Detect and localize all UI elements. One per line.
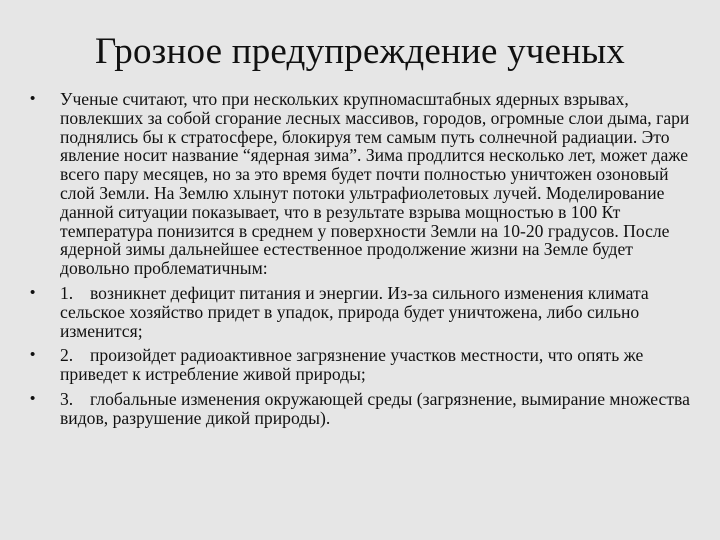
bullet-icon: • — [30, 389, 36, 407]
bullet-icon: • — [30, 346, 36, 364]
bullet-text: произойдет радиоактивное загрязнение участков местности, что опять же приведет к истребление живой природы; — [60, 345, 644, 385]
slide-title: Грозное предупреждение ученых — [95, 31, 625, 72]
item-number: 2. — [60, 345, 74, 366]
bullet-item-3 — [28, 390, 692, 428]
bullet-item-1 — [28, 284, 692, 340]
bullet-text: Ученые считают, что при нескольких крупномасштабных ядерных взрывах, повлекших за собой сгорание лесных массивов, городов, огромные слои дыма, гари поднялись бы к стратосфере, блокируя тем самым путь солнечной радиации. Это явление носит название “ядерная зима”. Зима продлится несколько лет, может даже всего пару месяцев, но за это время будет почти полностью уничтожен озоновый слой Земли. На Землю хлынут потоки ультрафиолетовых лучей. Моделирование данной ситуации показывает, что в результате взрыва мощностью в 100 Кт температура понизится в среднем у поверхности Земли на 10-20 градусов. После ядерной зимы дальнейшее естественное продолжение жизни на Земле будет довольно проблематичным: — [60, 89, 690, 279]
bullet-icon: • — [30, 283, 36, 301]
bullet-icon: • — [30, 90, 36, 107]
bullet-item-intro — [28, 90, 692, 278]
item-number: 3. — [60, 388, 74, 409]
item-number: 1. — [60, 282, 74, 303]
bullet-list — [28, 90, 692, 434]
bullet-item-2 — [28, 346, 692, 384]
bullet-text: возникнет дефицит питания и энергии. Из-за сильного изменения климата сельское хозяйство придет в упадок, природа будет уничтожена, либо сильно изменится; — [60, 282, 649, 341]
bullet-text: глобальные изменения окружающей среды (загрязнение, вымирание множества видов, разрушение дикой природы). — [60, 388, 690, 428]
